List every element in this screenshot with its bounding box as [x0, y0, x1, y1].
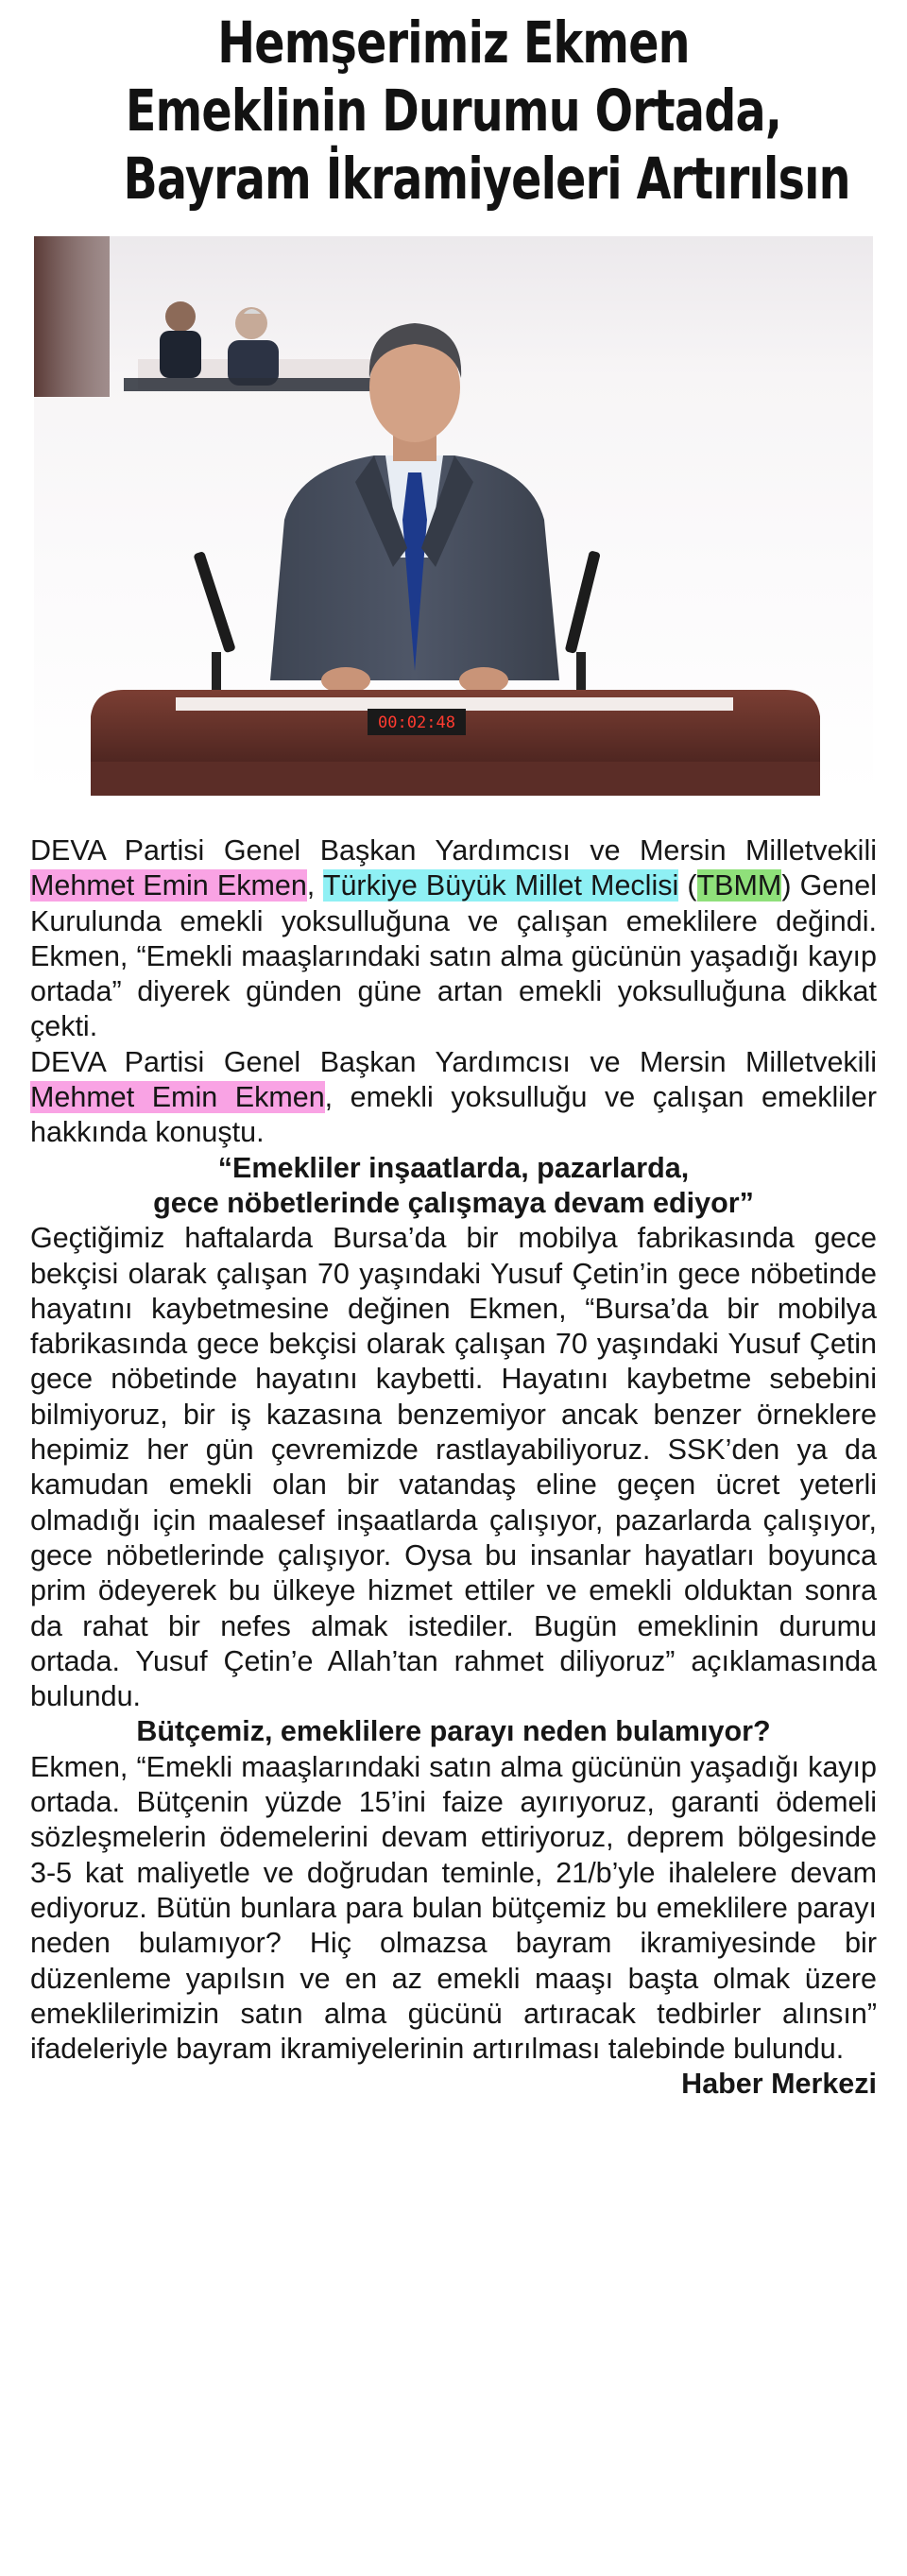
text-span: ( [678, 869, 697, 902]
article-body [30, 833, 877, 2101]
text-span: ) Genel Kurulunda emekli yoksulluğuna ve çalışan emeklilere değindi. Ekmen, “Emekli maaşlarındaki satın alma gücünün yaşadığı kayıp ortada” diyerek günden güne artan emekli yoksulluğuna dikkat çekti. [30, 869, 877, 1043]
text-span: , [306, 869, 323, 902]
text-span: , emekli yoksulluğu ve çalışan emekliler hakkında konuştu. [30, 1081, 877, 1149]
byline: Haber Merkezi [681, 2068, 877, 2101]
photo-illustration [34, 236, 873, 796]
microphone-right [565, 550, 601, 709]
microphone-left [193, 551, 235, 709]
text-span: DEVA Partisi Genel Başkan Yardımcısı ve Mersin Milletvekili [30, 1045, 877, 1078]
subheading-line-2: gece nöbetlerinde çalışmaya devam ediyor” [153, 1186, 754, 1219]
headline-line-1: Hemşerimiz Ekmen [217, 9, 690, 77]
paragraph-intro [30, 833, 877, 1045]
text-span: Ekmen, “Emekli maaşlarındaki satın alma gücünün yaşadığı kayıp ortada. Bütçenin yüzde 15’ini faize ayırıyoruz, garanti ödemeli sözleşmelerin ödemelerini devam ettiriyoruz, deprem bölgesinde 3-5 kat maliyetle ve doğrudan teminle, 21/b’yle ihalelere devam ediyoruz. Bütün bunlara para bulan bütçemiz bu emeklilere parayı neden bulamıyor? Hiç olmazsa bayram ikramiyesinde bir düzenleme yapılsın ve en az emekli maaşı başta olmak üzere emeklilerimizin satın alma gücünü artıracak tedbirler alınsın” ifadeleriyle bayram ikramiyelerinin artırılması talebinde bulundu. [30, 1750, 877, 2066]
subheading-quote [30, 1151, 877, 1222]
highlight-institution: Türkiye Büyük Millet Meclisi [322, 869, 679, 902]
paragraph-second [30, 1045, 877, 1151]
paragraph-fourth [30, 1750, 877, 2101]
headline [123, 9, 850, 214]
highlight-person-name: Mehmet Emin Ekmen [30, 1081, 325, 1114]
headline-line-3: Bayram İkramiyeleri Artırılsın [123, 146, 850, 213]
paragraph-third: Geçtiğimiz haftalarda Bursa’da bir mobilya fabrikasında gece bekçisi olarak çalışan 70 yaşındaki Yusuf Çetin’in gece nöbetinde hayatını kaybetmesine değinen Ekmen, “Bursa’da bir mobilya fabrikasında gece bekçisi olarak çalışan 70 yaşındaki Yusuf Çetin gece nöbetinde hayatını kaybetti. Hayatını kaybetme sebebini bilmiyoruz, bir iş kazasına benzemiyor ancak benzer örneklere hepimiz her gün çevremizde rastlayabiliyoruz. SSK’den ya da kamudan emekli olan bir vatandaş eline geçen ücret yeterli olmadığı için maalesef inşaatlarda çalışıyor, pazarlarda çalışıyor, gece nöbetlerinde çalışıyor. Oysa bu insanlar hayatları boyunca prim ödeyerek bu ülkeye hizmet ettiler ve emekli olduktan sonra da rahat bir nefes almak istediler. Bugün emeklinin durumu ortada. Yusuf Çetin’e Allah’tan rahmet diliyoruz” açıklamasında bulundu. [30, 1222, 877, 1713]
background-person-right [228, 307, 279, 386]
timer-digits: 00:02:48 [378, 713, 455, 732]
background-person-left [160, 301, 201, 378]
highlight-abbreviation: TBMM [696, 869, 782, 902]
parliament-speaker-photo [34, 236, 873, 796]
text-span: DEVA Partisi Genel Başkan Yardımcısı ve Mersin Milletvekili [30, 834, 877, 867]
subheading-line-1: “Emekliler inşaatlarda, pazarlarda, [217, 1151, 690, 1184]
highlight-person-name: Mehmet Emin Ekmen [30, 869, 307, 902]
headline-line-2: Emeklinin Durumu Ortada, [125, 77, 782, 145]
subheading-budget: Bütçemiz, emeklilere parayı neden bulamıyor? [136, 1715, 771, 1748]
rostrum-desk [91, 690, 820, 796]
